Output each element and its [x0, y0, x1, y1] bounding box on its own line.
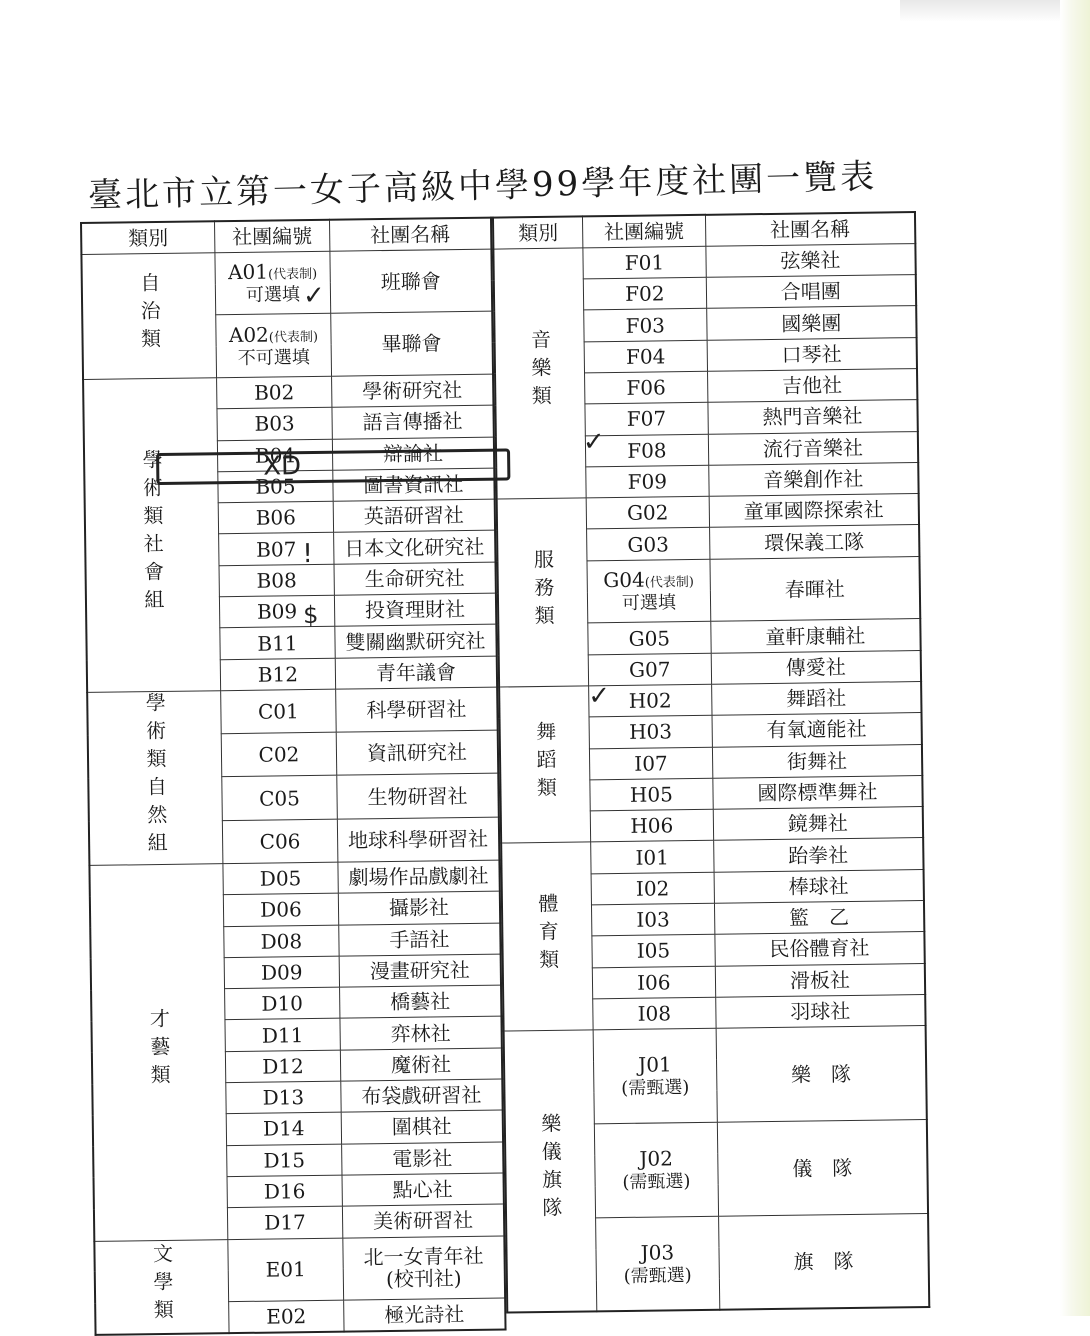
- club-code: F02: [625, 281, 665, 307]
- club-code: G05: [628, 625, 671, 651]
- club-code-cell: [217, 439, 332, 472]
- club-code-cell: [225, 987, 340, 1020]
- club-code: B03: [254, 411, 295, 437]
- club-name: 圍棋社: [391, 1114, 452, 1140]
- club-code-note: (代表制): [644, 575, 695, 591]
- club-name-cell: [710, 556, 921, 621]
- club-name: 童軍國際探索社: [743, 497, 884, 524]
- category-label: 舞蹈類: [532, 720, 558, 805]
- club-name: 電影社: [392, 1145, 453, 1171]
- checkmark-h02: ✓: [588, 681, 611, 712]
- club-name: 布袋戲研習社: [361, 1082, 482, 1109]
- club-code-cell: [584, 340, 707, 373]
- club-name-cell: [708, 400, 918, 434]
- club-name: 弈林社: [390, 1020, 451, 1046]
- club-code: E02: [266, 1304, 307, 1329]
- club-name: 投資理財社: [364, 597, 466, 623]
- club-code: D12: [262, 1054, 304, 1079]
- club-code: I07: [634, 751, 668, 776]
- club-code-cell: [218, 501, 333, 534]
- category-cell: [504, 1030, 597, 1313]
- club-name-cell: [716, 1026, 927, 1123]
- club-row: [94, 1236, 504, 1273]
- club-code-cell: [589, 716, 712, 749]
- club-code: C02: [258, 742, 300, 768]
- category-cell: [501, 842, 593, 1031]
- club-name: 滑板社: [789, 967, 851, 993]
- club-name-cell: [339, 923, 501, 956]
- club-name: 弦樂社: [780, 247, 841, 273]
- club-code-cell: [585, 371, 708, 404]
- club-name: 音樂創作社: [763, 466, 864, 493]
- club-code: I06: [637, 970, 671, 995]
- club-name-cell: [339, 985, 501, 1018]
- club-name: 極光詩社: [384, 1302, 465, 1328]
- club-name-cell: [342, 1204, 504, 1237]
- club-code: C05: [258, 785, 301, 811]
- club-code-sub: 可選填: [245, 284, 301, 307]
- club-name-cell: [333, 499, 495, 532]
- club-code-cell: [219, 595, 334, 628]
- club-name: 傳愛社: [785, 654, 846, 680]
- club-code-cell: [591, 872, 714, 905]
- header-name: 社團名稱: [705, 212, 915, 246]
- club-code-cell: [227, 1175, 342, 1208]
- club-code: B07: [256, 536, 297, 562]
- club-code-cell: [229, 1300, 344, 1333]
- club-code-cell: [225, 1019, 340, 1052]
- header-code: 社團編號: [582, 215, 705, 248]
- club-code-cell: [590, 778, 713, 811]
- category-label: 服務類: [530, 548, 556, 633]
- club-code: D06: [260, 897, 302, 923]
- club-name-cell: [331, 312, 493, 377]
- category-label: 樂儀旗隊: [537, 1113, 564, 1226]
- club-name: 街舞社: [786, 748, 848, 774]
- club-name-cell: [337, 817, 499, 862]
- club-code: D14: [262, 1116, 305, 1142]
- club-name-cell: [717, 1120, 928, 1217]
- club-code: D05: [259, 866, 302, 891]
- club-name: 鏡舞社: [787, 811, 848, 837]
- club-name-cell: [708, 462, 918, 496]
- club-code-cell: [217, 376, 332, 409]
- club-name-cell: [709, 525, 919, 559]
- club-name: 魔術社: [390, 1052, 452, 1077]
- club-name: 旗 隊: [793, 1249, 854, 1274]
- club-code-sub: (需甄選): [622, 1171, 691, 1194]
- club-name-cell: [713, 775, 923, 809]
- club-name-cell: [330, 249, 492, 314]
- dollar-icon: $: [302, 600, 319, 630]
- club-name-cell: [337, 774, 499, 819]
- club-name: 有氧適能社: [766, 717, 867, 743]
- club-code: F01: [624, 250, 665, 275]
- club-row: [81, 249, 491, 286]
- club-code-cell: [227, 1206, 342, 1239]
- club-name-cell: [715, 932, 925, 966]
- club-name-cell: [336, 730, 498, 775]
- club-code-cell: [589, 747, 712, 780]
- club-code: B11: [257, 630, 298, 656]
- right-club-table: [492, 211, 930, 1314]
- club-name-cell: [711, 650, 921, 684]
- club-name: 劇場作品戲劇社: [348, 863, 489, 890]
- club-code-sub: (需甄選): [623, 1264, 692, 1287]
- club-name-cell: [714, 901, 924, 935]
- club-name: 點心社: [392, 1177, 453, 1203]
- club-name: 口琴社: [781, 341, 842, 367]
- category-label: 音樂類: [527, 329, 553, 414]
- club-code-cell: [592, 966, 715, 999]
- club-name: 圖書資訊社: [363, 472, 464, 498]
- club-name-cell: [713, 838, 923, 872]
- category-cell: [83, 378, 221, 693]
- club-name-cell: [334, 593, 496, 626]
- club-name: 北一女青年社: [363, 1244, 484, 1270]
- club-name: 地球科學研習社: [347, 826, 489, 853]
- category-cell: [89, 864, 227, 1241]
- club-name-cell: [341, 1110, 503, 1143]
- club-name-cell: [718, 1213, 929, 1310]
- page-edge-shadow: [1060, 0, 1090, 1316]
- club-name: 資訊研究社: [366, 740, 468, 766]
- club-code: J02: [639, 1146, 674, 1171]
- club-name: 合唱團: [780, 279, 841, 305]
- club-name: 美術研習社: [372, 1208, 474, 1234]
- club-name: 棒球社: [788, 873, 849, 899]
- club-name-cell: [331, 374, 493, 407]
- header-code: 社團編號: [215, 220, 330, 253]
- club-code-cell: [588, 622, 711, 655]
- club-code: B12: [257, 661, 299, 687]
- club-name: 樂 隊: [790, 1061, 852, 1087]
- club-name-cell: [706, 275, 916, 309]
- club-code: H03: [628, 719, 673, 745]
- category-cell: [94, 1239, 229, 1335]
- club-code: I02: [635, 876, 670, 901]
- club-name: 青年議會: [375, 659, 457, 685]
- club-code: B06: [255, 505, 297, 531]
- club-code-cell: [222, 819, 337, 864]
- club-name-note: (校刊社): [385, 1266, 462, 1292]
- club-code: I08: [637, 1001, 672, 1026]
- club-name: 橋藝社: [390, 989, 451, 1015]
- header-category: 類別: [81, 221, 215, 254]
- club-code: I03: [636, 907, 670, 932]
- club-code-cell: [221, 732, 336, 777]
- club-name: 科學研習社: [366, 697, 467, 723]
- club-code-cell: [596, 1216, 720, 1311]
- club-code: G04: [603, 567, 645, 593]
- club-code-cell: [224, 956, 339, 989]
- club-name: 民俗體育社: [769, 936, 870, 962]
- club-name: 舞蹈社: [786, 686, 847, 711]
- club-name-cell: [340, 1048, 502, 1081]
- category-cell: [499, 686, 591, 844]
- club-name: 漫畫研究社: [369, 957, 470, 984]
- category-cell: [81, 253, 216, 380]
- club-code-note: (代表制): [267, 266, 318, 283]
- club-name-cell: [712, 713, 922, 747]
- club-name: 環保義工隊: [763, 529, 865, 555]
- club-name: 辯論社: [382, 440, 444, 466]
- club-code-cell: [221, 689, 336, 734]
- club-code: F04: [625, 344, 666, 369]
- category-cell: [87, 691, 223, 866]
- header-name: 社團名稱: [329, 218, 491, 251]
- club-name-cell: [341, 1142, 503, 1175]
- club-code-cell: [585, 434, 708, 467]
- club-code-cell: [224, 925, 339, 958]
- club-code-cell: [222, 776, 337, 821]
- club-code-cell: [586, 465, 709, 498]
- club-name: 生物研習社: [367, 783, 468, 809]
- club-code: D08: [260, 928, 303, 954]
- club-code-cell: [594, 1122, 718, 1217]
- club-code: D13: [262, 1085, 305, 1110]
- club-code: B05: [255, 474, 296, 499]
- club-code: F06: [626, 375, 666, 400]
- club-row: [504, 1026, 926, 1063]
- club-code-cell: [226, 1112, 341, 1145]
- club-code-cell: [223, 893, 338, 926]
- club-name: 儀 隊: [792, 1155, 853, 1181]
- club-name-cell: [708, 431, 918, 465]
- club-name-cell: [713, 807, 923, 841]
- club-code: B08: [256, 568, 297, 593]
- club-name-cell: [334, 562, 496, 595]
- document-title: 臺北市立第一女子高級中學99學年度社團一覽表: [87, 156, 878, 216]
- club-code-cell: [228, 1238, 344, 1302]
- club-name-cell: [715, 963, 925, 997]
- club-code-cell: [219, 564, 334, 597]
- category-label: 學術類社會組: [138, 448, 166, 618]
- club-code-cell: [215, 251, 331, 315]
- club-code: B09: [256, 599, 298, 624]
- club-code: E01: [265, 1257, 306, 1282]
- club-code-cell: [227, 1144, 342, 1177]
- club-name-cell: [714, 869, 924, 903]
- club-name-cell: [339, 954, 501, 987]
- club-code: D11: [261, 1022, 304, 1048]
- club-code: F03: [625, 312, 666, 338]
- club-code-cell: [590, 809, 713, 842]
- club-name-cell: [335, 624, 497, 657]
- club-code: H02: [628, 688, 672, 713]
- club-code: G02: [626, 500, 669, 526]
- club-code-cell: [223, 862, 338, 895]
- club-code: F07: [626, 406, 667, 432]
- club-name-cell: [715, 994, 925, 1028]
- club-code: F08: [627, 438, 667, 463]
- exclaim-mark: !: [302, 538, 313, 570]
- club-code-cell: [220, 658, 335, 691]
- club-name: 日本文化研究社: [344, 534, 485, 561]
- club-name-cell: [342, 1173, 504, 1206]
- club-code: B04: [254, 442, 296, 468]
- club-code-cell: [593, 997, 716, 1030]
- club-name-cell: [707, 337, 917, 371]
- club-code: J01: [638, 1052, 672, 1078]
- club-code-cell: [585, 403, 708, 436]
- club-code-cell: [219, 533, 334, 566]
- club-code-cell: [586, 496, 709, 529]
- club-code: G07: [628, 657, 671, 682]
- club-name-cell: [333, 468, 495, 501]
- club-code: D10: [261, 991, 304, 1016]
- club-name: 攝影社: [388, 895, 450, 921]
- club-name: 春暉社: [784, 576, 845, 602]
- category-cell: [493, 248, 586, 500]
- club-code-cell: [220, 627, 335, 660]
- club-code-cell: [592, 935, 715, 968]
- club-name-cell: [333, 531, 495, 564]
- club-name-cell: [709, 494, 919, 528]
- club-name-cell: [707, 369, 917, 403]
- club-name-cell: [343, 1236, 505, 1301]
- club-name: 班聯會: [380, 268, 441, 294]
- club-row: [87, 687, 498, 736]
- club-name-cell: [706, 243, 916, 277]
- club-name: 吉他社: [781, 373, 843, 398]
- club-code: J03: [640, 1240, 675, 1265]
- club-code: H06: [630, 813, 674, 839]
- club-name: 熱門音樂社: [762, 404, 863, 430]
- club-name: 流行音樂社: [762, 435, 864, 461]
- club-code-sub: (需甄選): [621, 1077, 690, 1100]
- club-code-cell: [218, 470, 333, 503]
- club-name-cell: [711, 619, 921, 653]
- club-name: 手語社: [389, 926, 450, 952]
- club-name: 畢聯會: [381, 331, 442, 357]
- club-code: D15: [263, 1147, 306, 1173]
- club-name: 跆拳社: [788, 842, 849, 868]
- club-code: D09: [260, 960, 303, 985]
- handwritten-xd-mark: XD: [263, 451, 302, 482]
- club-name-cell: [341, 1079, 503, 1112]
- club-code-sub: 可選填: [621, 592, 677, 615]
- club-code: F09: [627, 469, 668, 494]
- club-code: C01: [257, 699, 299, 724]
- category-label: 才藝類: [146, 1008, 172, 1093]
- club-code: B02: [253, 380, 295, 405]
- category-label: 學術類自然組: [142, 691, 169, 861]
- club-code: I05: [636, 938, 671, 964]
- club-name-cell: [711, 681, 921, 715]
- club-code: H05: [629, 782, 674, 807]
- club-name: 童軒康輔社: [765, 623, 866, 649]
- category-label: 文學類: [149, 1242, 175, 1327]
- club-code: D16: [263, 1179, 306, 1204]
- club-code: D17: [264, 1210, 306, 1236]
- header-category: 類別: [493, 216, 583, 248]
- club-code: A01: [227, 259, 269, 285]
- club-code: G03: [627, 531, 669, 557]
- category-label: 自治類: [136, 271, 162, 357]
- club-name-cell: [336, 687, 498, 732]
- club-code-cell: [583, 277, 706, 310]
- club-code-cell: [588, 653, 711, 686]
- club-code-cell: [225, 1050, 340, 1083]
- club-code-cell: [591, 903, 714, 936]
- club-code-cell: [593, 1028, 717, 1123]
- club-code-cell: [591, 841, 714, 874]
- club-code-cell: [589, 684, 712, 717]
- club-name: 語言傳播社: [362, 409, 463, 435]
- club-code-cell: [217, 408, 332, 441]
- club-code-cell: [226, 1081, 341, 1114]
- club-code-sub: 不可選填: [237, 346, 310, 369]
- club-code-cell: [216, 314, 332, 378]
- club-name: 雙關幽默研究社: [345, 628, 486, 655]
- club-code-cell: [587, 559, 711, 623]
- club-name-cell: [332, 437, 494, 470]
- scan-stain: [900, 0, 1060, 22]
- club-code: I01: [635, 844, 670, 870]
- category-cell: [497, 498, 589, 687]
- club-name-cell: [338, 891, 500, 924]
- club-name-cell: [706, 306, 916, 340]
- checkmark-banlianhui: ✓: [302, 280, 325, 312]
- club-name: 生命研究社: [364, 565, 465, 592]
- club-name-cell: [344, 1298, 506, 1331]
- club-code-cell: [584, 309, 707, 342]
- club-code-note: (代表制): [268, 329, 319, 346]
- club-name-cell: [712, 744, 922, 778]
- club-code-cell: [583, 246, 706, 279]
- club-name: 羽球社: [790, 999, 851, 1024]
- club-name-cell: [335, 656, 497, 689]
- club-name-cell: [338, 860, 500, 893]
- club-code: C06: [259, 828, 301, 854]
- club-name: 學術研究社: [362, 378, 463, 404]
- club-name: 籃 乙: [788, 905, 850, 930]
- category-label: 體育類: [534, 892, 560, 977]
- club-name-cell: [332, 405, 494, 438]
- club-name: 英語研習社: [363, 503, 464, 529]
- left-club-table: [80, 217, 507, 1336]
- club-code-cell: [587, 528, 710, 561]
- club-name: 國際標準舞社: [757, 779, 878, 806]
- club-code: A02: [228, 322, 269, 347]
- checkmark-f08: ✓: [582, 427, 605, 458]
- club-name: 國樂團: [781, 310, 842, 336]
- club-name-cell: [340, 1016, 502, 1049]
